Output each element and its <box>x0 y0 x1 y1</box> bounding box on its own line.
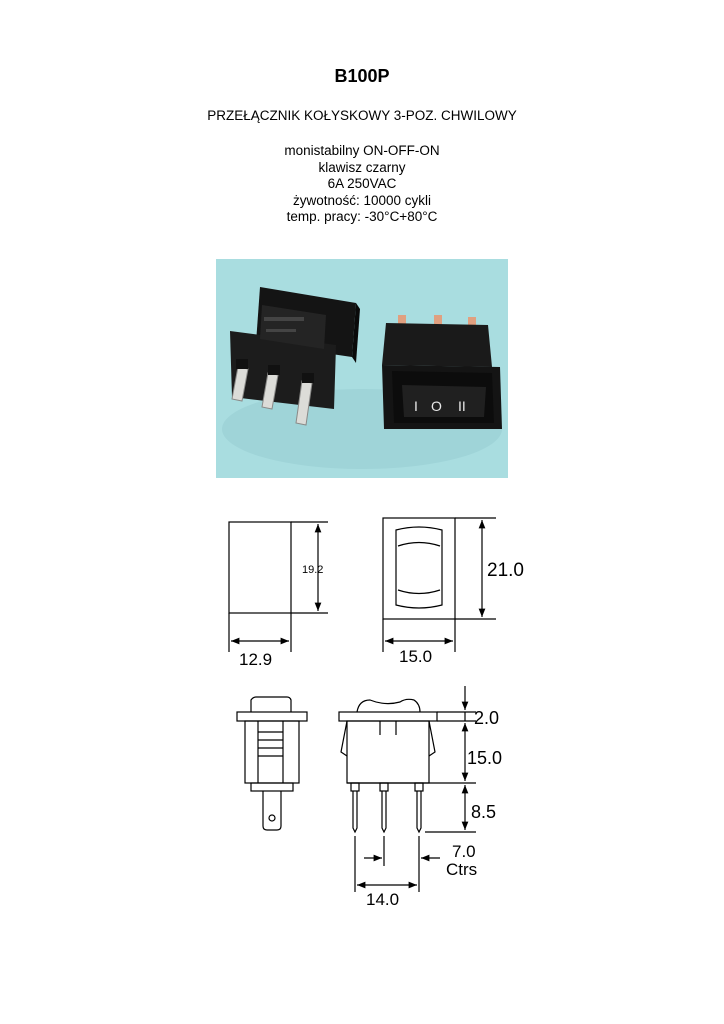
rocker-outline <box>396 527 442 608</box>
spec-item: klawisz czarny <box>318 159 406 175</box>
dim-label-front-width: 15.0 <box>399 647 433 666</box>
rocker-symbol: O <box>431 398 442 414</box>
side-body-outline <box>229 522 291 613</box>
spec-item: żywotność: 10000 cykli <box>292 192 432 208</box>
dim-label-terminal-length: 8.5 <box>471 802 497 822</box>
product-title: B100P <box>334 66 390 86</box>
pin <box>353 791 357 832</box>
side-view-terminal <box>237 697 307 830</box>
front-view-pins <box>339 699 437 832</box>
pin <box>417 791 421 832</box>
spec-item: temp. pracy: -30°C+80°C <box>286 209 438 224</box>
dim-label-rocker-height: 2.0 <box>474 708 500 728</box>
rocker-symbol: I <box>414 398 418 414</box>
product-subtitle: PRZEŁĄCZNIK KOŁYSKOWY 3-POZ. CHWILOWY <box>207 108 517 123</box>
dim-label-body-width: 12.9 <box>239 650 273 669</box>
dim-label-housing-height: 15.0 <box>467 748 503 768</box>
dim-label-front-height: 21.0 <box>487 560 524 581</box>
dim-label-pin-span: 14.0 <box>366 890 400 909</box>
rocker-symbol: II <box>458 398 466 414</box>
pin <box>382 791 386 832</box>
front-outline <box>383 518 455 619</box>
spec-item: monistabilny ON-OFF-ON <box>284 143 440 158</box>
spec-item: 6A 250VAC <box>327 176 397 191</box>
dim-label-pin-pitch-suffix: Ctrs <box>446 860 478 879</box>
dim-label-body-height: 19.2 <box>302 564 324 576</box>
dim-label-pin-pitch: 7.0 <box>452 842 476 861</box>
